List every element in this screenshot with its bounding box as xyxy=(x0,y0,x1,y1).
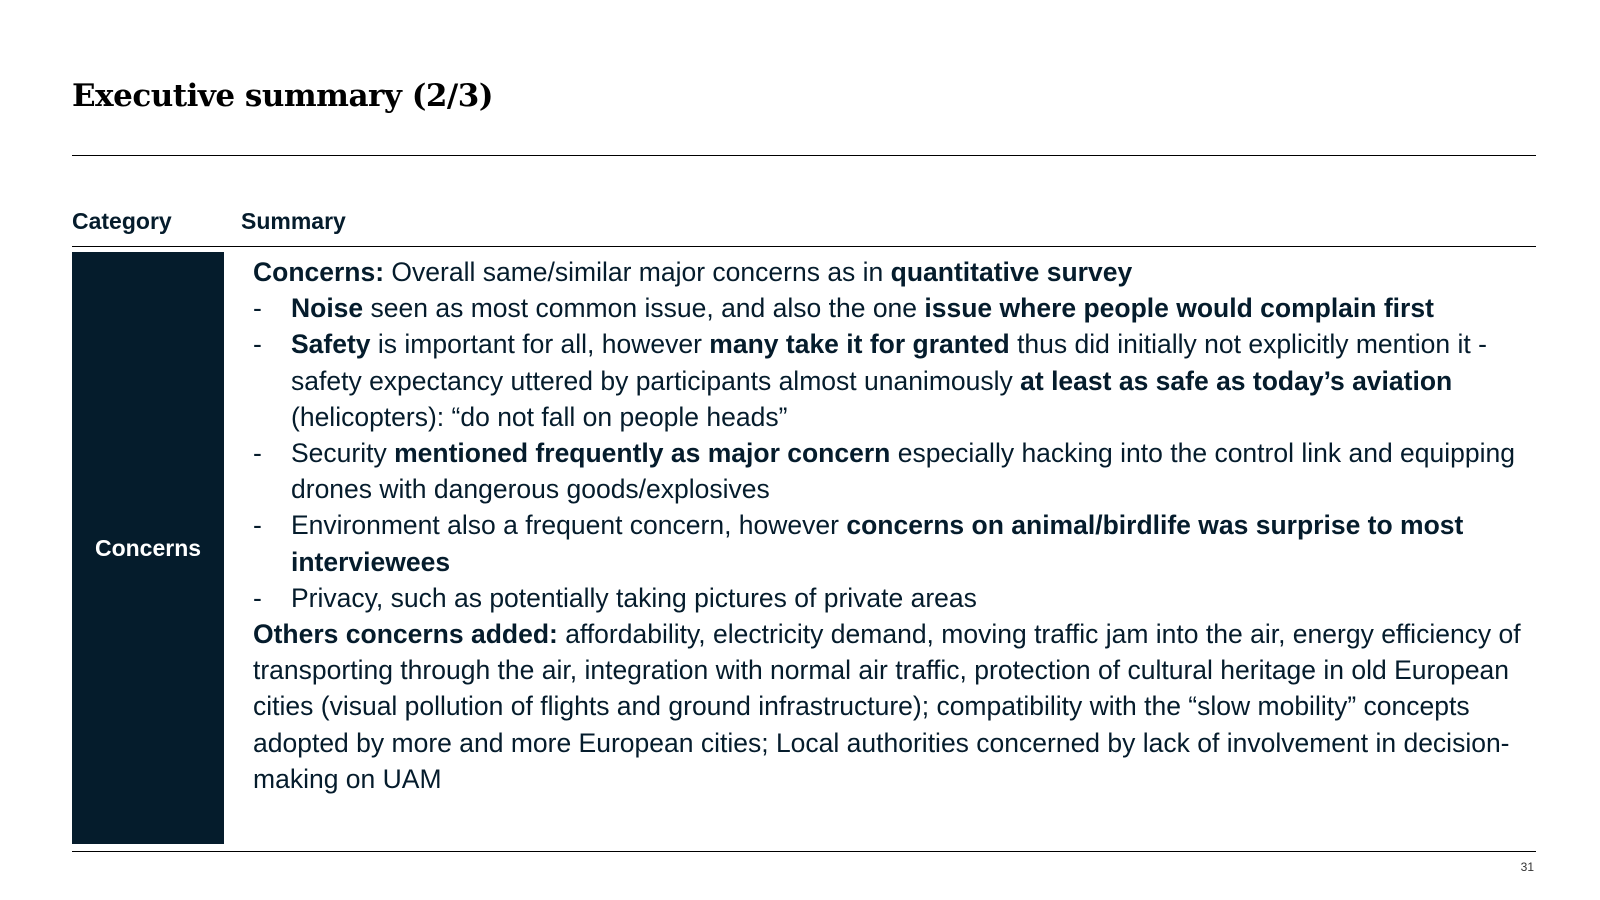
bullet-bold: issue where people would complain first xyxy=(924,293,1434,324)
bullet-text: Security xyxy=(291,438,395,469)
bullet-text: thus did initially not explicitly mention it - safety expectancy uttered by participants almost unanimously xyxy=(291,329,1487,396)
bullet-bold: at least as safe as today’s aviation xyxy=(1020,365,1453,396)
column-header-summary: Summary xyxy=(241,208,346,234)
bullet-text: Privacy, such as potentially taking pictures of private areas xyxy=(291,582,977,613)
intro-label: Concerns: xyxy=(253,257,385,287)
list-item-noise xyxy=(253,290,1533,326)
concerns-list xyxy=(253,290,1533,616)
page-number: 31 xyxy=(1520,860,1534,874)
bullet-text: is important for all, however xyxy=(370,329,710,360)
column-header-category: Category xyxy=(72,208,172,234)
bullet-text: Environment also a frequent concern, however xyxy=(291,510,847,541)
bullet-text: (helicopters): “do not fall on people heads” xyxy=(291,401,788,432)
bullet-bold: Noise xyxy=(291,293,364,324)
page-title: Executive summary (2/3) xyxy=(72,78,493,114)
title-divider xyxy=(72,155,1536,156)
summary-intro xyxy=(253,254,1533,290)
bullet-bold: Safety xyxy=(291,329,371,360)
list-item-safety xyxy=(253,326,1533,435)
list-item-security xyxy=(253,435,1533,507)
list-item-environment xyxy=(253,507,1533,579)
others-label: Others concerns added: xyxy=(253,619,558,650)
others-text: affordability, electricity demand, moving traffic jam into the air, energy efficiency of transporting through the air, integration with normal air traffic, protection of cultural heritage in old European cities (visual pollution of flights and ground infrastructure); compatibility with the “slow mobility” concepts adopted by more and more European cities; Local authorities concerned by lack of involvement in decision-making on UAM xyxy=(253,619,1521,794)
list-item-privacy xyxy=(253,580,1533,616)
bullet-text: seen as most common issue, and also the one xyxy=(363,293,925,324)
category-label: Concerns xyxy=(94,534,202,561)
bullet-text: especially hacking into the control link and equipping drones with dangerous goods/explosives xyxy=(291,438,1515,505)
bullet-bold: mentioned frequently as major concern xyxy=(394,438,891,469)
summary-cell xyxy=(253,254,1533,797)
table-bottom-divider xyxy=(72,851,1536,852)
bullet-bold: many take it for granted xyxy=(709,329,1010,360)
intro-text: Overall same/similar major concerns as in xyxy=(384,257,891,287)
header-divider xyxy=(72,246,1536,247)
summary-others xyxy=(253,616,1533,797)
category-cell xyxy=(72,252,224,844)
bullet-bold: concerns on animal/birdlife was surprise to most interviewees xyxy=(291,510,1464,577)
intro-bold: quantitative survey xyxy=(890,257,1133,287)
